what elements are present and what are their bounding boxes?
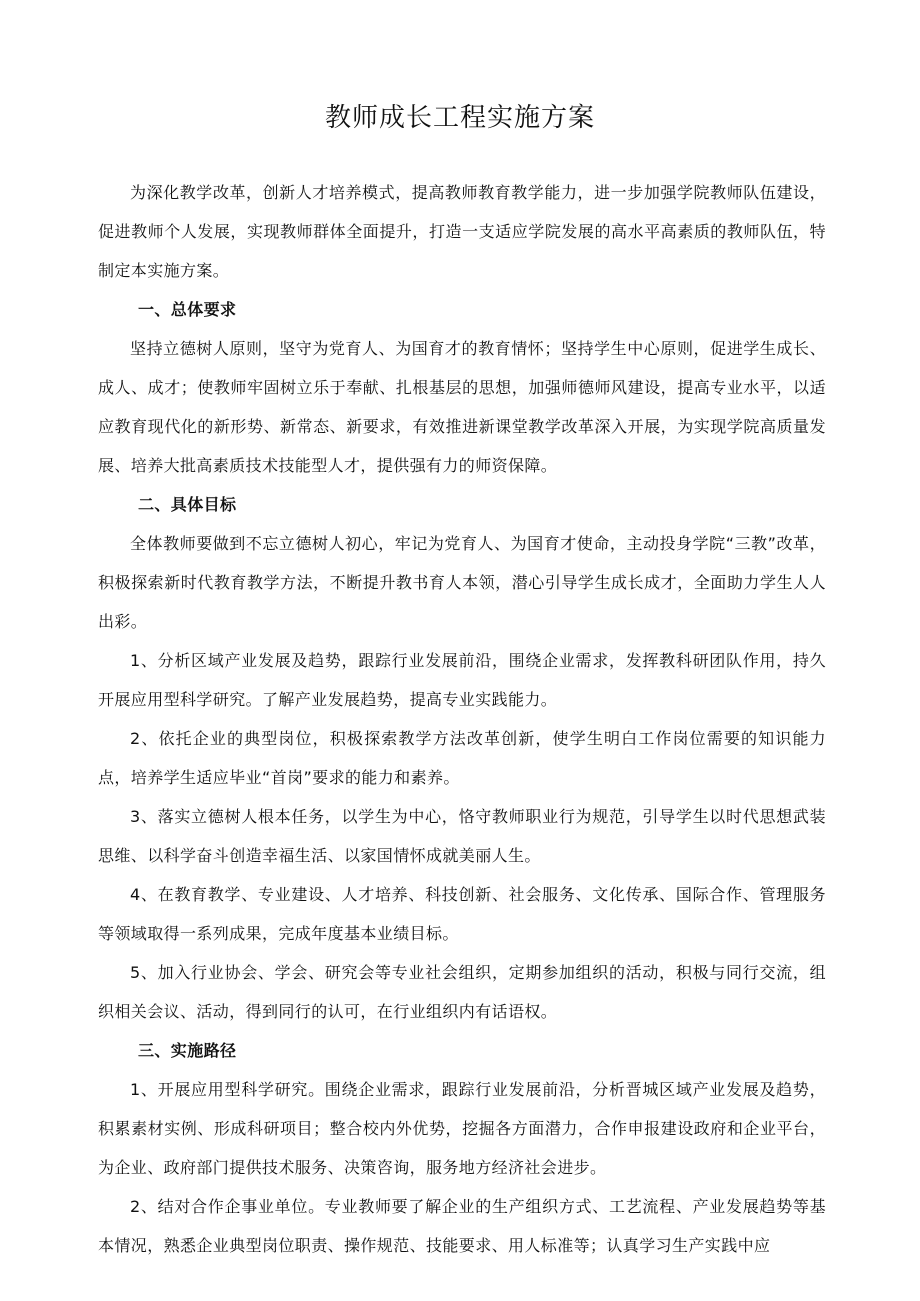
intro-paragraph: 为深化教学改革，创新人才培养模式，提高教师教育教学能力，进一步加强学院教师队伍建设，促进教师个人发展，实现教师群体全面提升，打造一支适应学院发展的高水平高素质的教师队伍，特制定本实施方案。: [98, 183, 826, 280]
goal-item: 5、加入行业协会、学会、研究会等专业社会组织，定期参加组织的活动，积极与同行交流，组织相关会议、活动，得到同行的认可，在行业组织内有话语权。: [98, 963, 826, 1021]
goal-item: 4、在教育教学、专业建设、人才培养、科技创新、社会服务、文化传承、国际合作、管理服务等领域取得一系列成果，完成年度基本业绩目标。: [98, 885, 826, 943]
path-item: 2、结对合作企事业单位。专业教师要了解企业的生产组织方式、工艺流程、产业发展趋势等基本情况，熟悉企业典型岗位职责、操作规范、技能要求、用人标准等；认真学习生产实践中应: [98, 1197, 826, 1255]
path-item: 1、开展应用型科学研究。围绕企业需求，跟踪行业发展前沿，分析晋城区域产业发展及趋势，积累素材实例、形成科研项目；整合校内外优势，挖掘各方面潜力，合作申报建设政府和企业平台，为企业、政府部门提供技术服务、决策咨询，服务地方经济社会进步。: [98, 1080, 826, 1177]
document-title: 教师成长工程实施方案: [324, 103, 595, 133]
goal-item: 1、分析区域产业发展及趋势，跟踪行业发展前沿，围绕企业需求，发挥教科研团队作用，持久开展应用型科学研究。了解产业发展趋势，提高专业实践能力。: [98, 651, 826, 709]
section-heading-implementation-path: 三、实施路径: [138, 1041, 237, 1060]
section-heading-specific-goals: 二、具体目标: [138, 495, 237, 514]
overall-requirements-paragraph: 坚持立德树人原则，坚守为党育人、为国育才的教育情怀；坚持学生中心原则，促进学生成长、成人、成才；使教师牢固树立乐于奉献、扎根基层的思想，加强师德师风建设，提高专业水平，以适应教育现代化的新形势、新常态、新要求，有效推进新课堂教学改革深入开展，为实现学院高质量发展、培养大批高素质技术技能型人才，提供强有力的师资保障。: [98, 339, 826, 475]
goal-item: 3、落实立德树人根本任务，以学生为中心，恪守教师职业行为规范，引导学生以时代思想武装思维、以科学奋斗创造幸福生活、以家国情怀成就美丽人生。: [98, 807, 826, 865]
goal-item: 2、依托企业的典型岗位，积极探索教学方法改革创新，使学生明白工作岗位需要的知识能力点，培养学生适应毕业“首岗”要求的能力和素养。: [98, 729, 826, 787]
document-body: [98, 173, 826, 1265]
specific-goals-intro: 全体教师要做到不忘立德树人初心，牢记为党育人、为国育才使命，主动投身学院“三教”改革，积极探索新时代教育教学方法，不断提升教书育人本领，潜心引导学生成长成才，全面助力学生人人出彩。: [98, 534, 826, 631]
section-heading-overall-requirements: 一、总体要求: [138, 300, 237, 319]
